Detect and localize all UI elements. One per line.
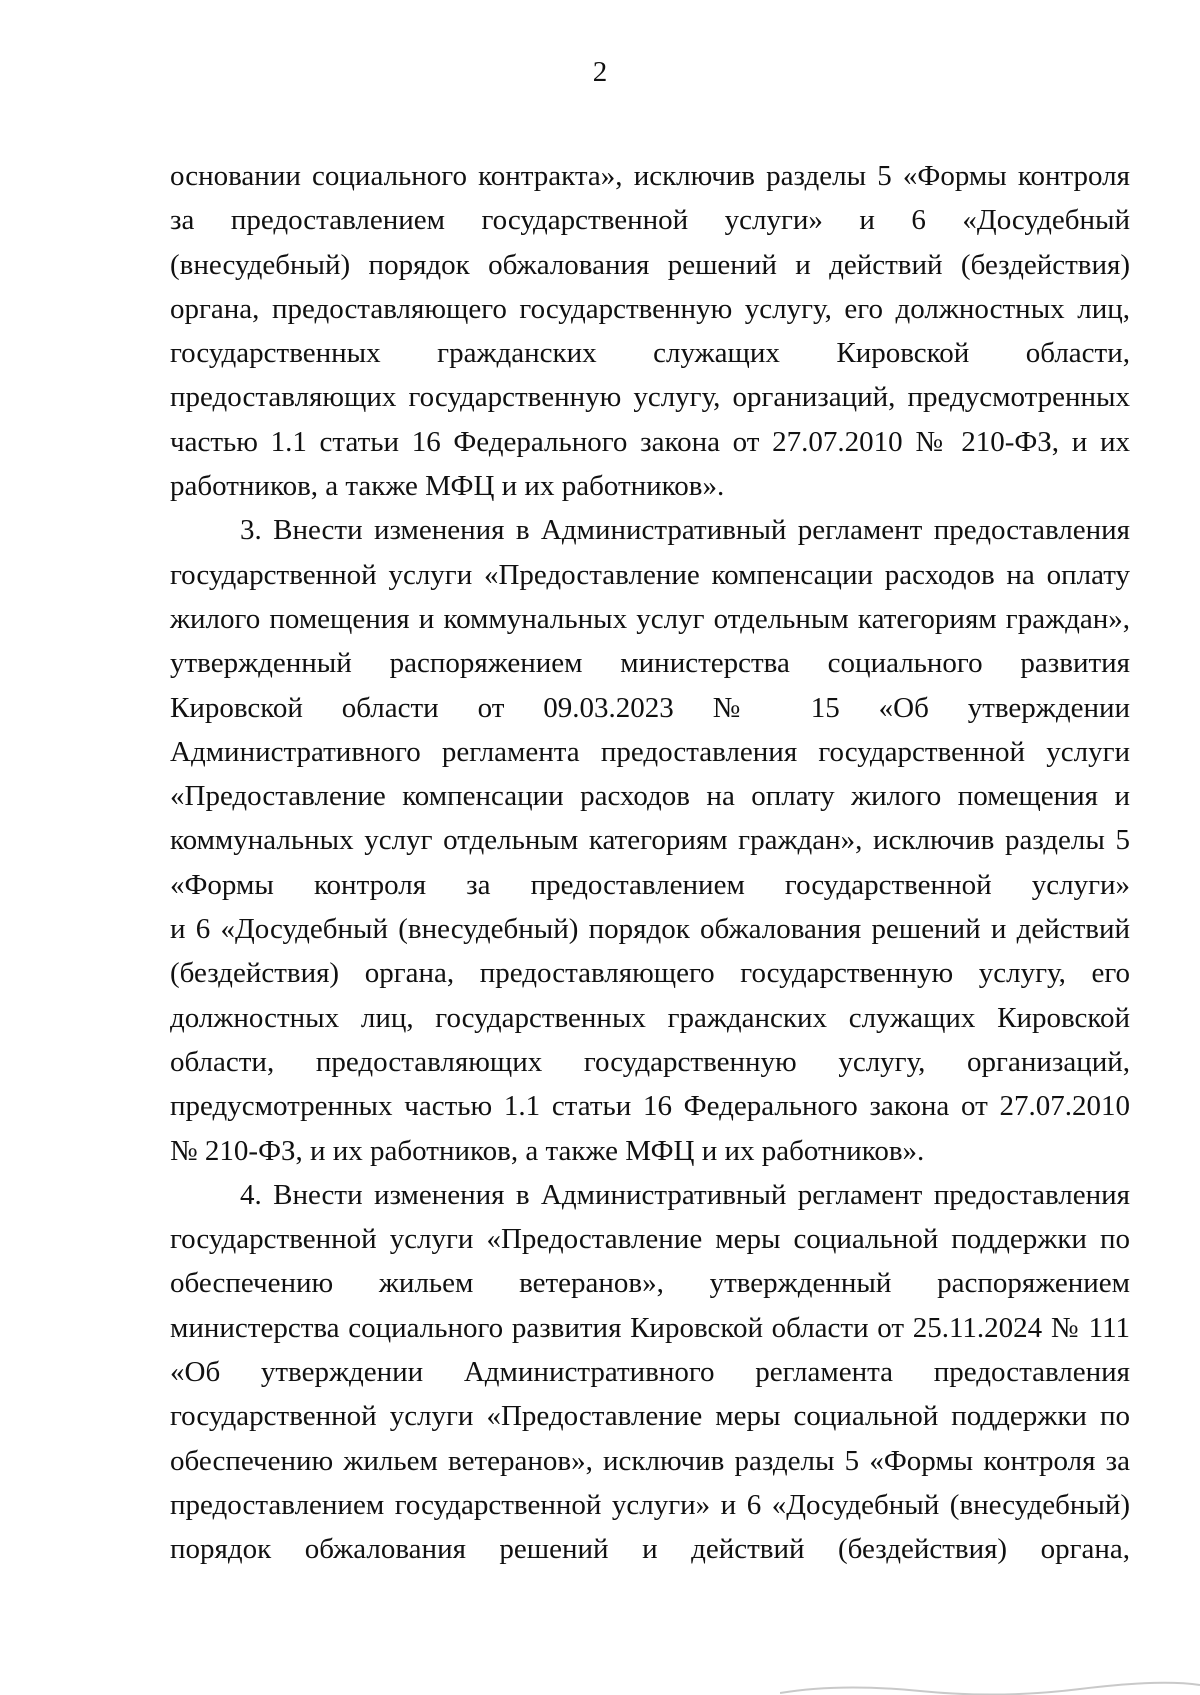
text-line: утвержденный распоряжением министерства социального развития [170,647,1130,680]
text-line: № 210-ФЗ, и их работников, а также МФЦ и их работников». [170,1134,925,1167]
text-line: министерства социального развития Кировской области от 25.11.2024 № 111 [170,1311,1130,1344]
document-body [170,154,1130,1572]
text-line: предусмотренных частью 1.1 статьи 16 Федерального закона от 27.07.2010 [170,1090,1130,1123]
text-line: предоставляющих государственную услугу, организаций, предусмотренных [170,381,1130,414]
text-line: 3. Внести изменения в Административный регламент предоставления [240,514,1130,547]
text-line: Кировской области от 09.03.2023 № 15 «Об утверждении [170,691,1130,724]
text-line: основании социального контракта», исключив разделы 5 «Формы контроля [170,160,1130,192]
text-line: государственной услуги «Предоставление меры социальной поддержки по [170,1400,1130,1433]
text-line: за предоставлением государственной услуги» и 6 «Досудебный [170,204,1130,237]
text-line: обеспечению жильем ветеранов», утвержденный распоряжением [170,1267,1130,1300]
paragraph-item-3 [170,508,1130,1172]
text-line: государственной услуги «Предоставление меры социальной поддержки по [170,1223,1130,1256]
text-line: порядок обжалования решений и действий (бездействия) органа, [170,1533,1130,1566]
text-line: обеспечению жильем ветеранов», исключив разделы 5 «Формы контроля за [170,1444,1130,1477]
text-line: органа, предоставляющего государственную услугу, его должностных лиц, [170,292,1130,325]
text-line: жилого помещения и коммунальных услуг отдельным категориям граждан», [170,602,1130,635]
page-number: 2 [592,56,608,88]
scan-artifact [780,1681,1200,1695]
text-line: «Формы контроля за предоставлением государственной услуги» [170,868,1130,901]
text-line: области, предоставляющих государственную услугу, организаций, [170,1045,1130,1078]
text-line: «Предоставление компенсации расходов на оплату жилого помещения и [170,780,1130,813]
text-line: Административного регламента предоставления государственной услуги [170,735,1130,768]
text-line: предоставлением государственной услуги» и 6 «Досудебный (внесудебный) [170,1488,1130,1521]
text-line: (бездействия) органа, предоставляющего государственную услугу, его [170,957,1130,990]
text-line: частью 1.1 статьи 16 Федерального закона от 27.07.2010 № 210-ФЗ, и их [170,425,1130,458]
text-line: 4. Внести изменения в Административный регламент предоставления [240,1178,1130,1211]
paragraph-item-4 [170,1173,1130,1572]
text-line: работников, а также МФЦ и их работников». [170,470,725,503]
text-line: государственной услуги «Предоставление компенсации расходов на оплату [170,558,1130,591]
text-line: «Об утверждении Административного регламента предоставления [170,1356,1130,1389]
text-line: должностных лиц, государственных гражданских служащих Кировской [170,1001,1130,1034]
text-line: коммунальных услуг отдельным категориям граждан», исключив разделы 5 [170,824,1130,857]
text-line: государственных гражданских служащих Кировской области, [170,337,1130,370]
text-line: и 6 «Досудебный (внесудебный) порядок обжалования решений и действий [170,913,1130,946]
paragraph-continuation [170,154,1130,508]
text-line: (внесудебный) порядок обжалования решений и действий (бездействия) [170,248,1130,281]
